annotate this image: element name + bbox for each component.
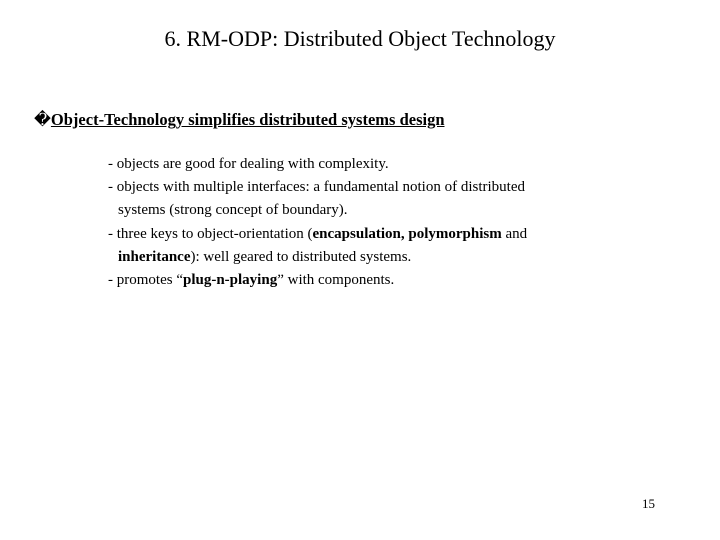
body-line-4 (108, 223, 668, 246)
slide-title: 6. RM-ODP: Distributed Object Technology (164, 26, 556, 51)
body-line-6-bold: plug-n-playing (182, 272, 278, 289)
body-line-5 (108, 246, 668, 269)
body-line-3-text: systems (strong concept of boundary). (118, 202, 348, 219)
body-line-4-bold: encapsulation, polymorphism (312, 225, 502, 242)
body-line-3 (108, 199, 668, 222)
body-text (108, 153, 668, 292)
body-line-1-text: - objects are good for dealing with complexity. (108, 156, 389, 172)
body-line-5-bold: inheritance (118, 248, 191, 265)
page-number: 15 (642, 496, 655, 511)
body-line-6-text-c: ” with components. (277, 272, 395, 289)
bullet-icon: � (34, 110, 51, 129)
body-line-2 (108, 176, 668, 199)
body-line-6 (108, 269, 668, 292)
body-line-4-text-a: - three keys to object-orientation ( (108, 225, 313, 242)
body-line-1 (108, 153, 668, 176)
body-line-4-text-c: and (501, 225, 528, 242)
body-line-2-text: - objects with multiple interfaces: a fundamental notion of distributed (108, 179, 525, 196)
heading-text: Object-Technology simplifies distributed systems design (50, 110, 445, 129)
bullet-heading (34, 108, 445, 132)
body-line-5-text-b: ): well geared to distributed systems. (190, 248, 412, 265)
body-line-6-text-a: - promotes “ (108, 272, 183, 289)
